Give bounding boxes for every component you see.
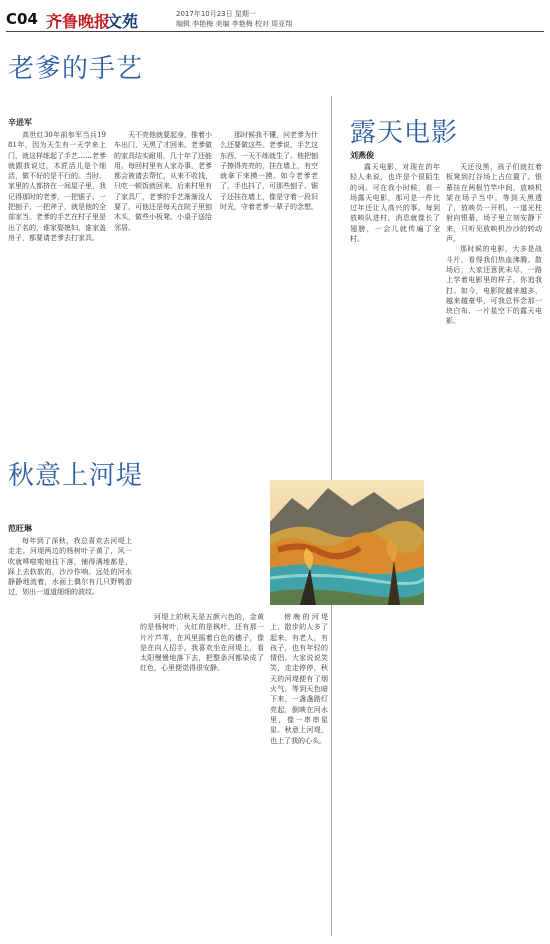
section-name: 文苑	[106, 12, 139, 31]
article-column: 天不亮他就要起身，推着小车出门，天黑了才回来。老爹做的家具结实耐用，几十年了还能用。每回村里有人家办事，老爹都会被请去帮忙，从来不收钱，只吃一顿饭就回来。后来村里有了家具厂，老爹的手艺渐渐没人要了，可他还是每天在院子里刨木头，做些小板凳、小桌子送给邻居。	[114, 131, 212, 232]
page-number: C04	[6, 10, 38, 28]
article-title: 露天电影	[350, 118, 459, 148]
article-column: 天还没黑，孩子们就扛着板凳到打谷场上占位置了。银幕挂在两根竹竿中间，放映机架在场子当中。等到天黑透了，放映员一开机，一道光柱射向银幕，场子里立刻安静下来，只听见放映机沙沙的转动声。 那时候的电影，大多是战斗片，看得我们热血沸腾。散场后，大家还意犹未尽，一路上学着电影里的样子，你追我打。如今，电影院越来越多，越来越豪华，可我总怀念那一块白布、一片星空下的露天电影。	[446, 163, 542, 326]
article-author: 辛进军	[8, 118, 32, 127]
article-author: 范旺琳	[8, 524, 32, 533]
article-column: 那时候我不懂，问老爹为什么还要做这些。老爹说，手艺这东西，一天不练就生了。他把刨子擦得亮亮的，挂在墙上，有空就拿下来摸一摸。如今老爹老了，手也抖了，可那些刨子、锯子还挂在墙上，像是守着一段旧时光，守着老爹一辈子的念想。	[220, 131, 318, 212]
article-author: 刘燕俊	[350, 151, 374, 160]
date-line: 2017年10月23日 星期一	[176, 10, 256, 18]
editors-line: 编辑 李艳梅 美编 李艳梅 校对 周亚翔	[176, 20, 293, 28]
header-rule	[6, 31, 544, 32]
article-column: 河堤上的秋天是五颜六色的，金黄的是杨树叶，火红的是枫叶，还有那一片片芦苇，在风里摇着白色的穗子，像是在向人招手。我喜欢坐在河堤上，看太阳慢慢地落下去，把整条河都染成了红色，心里便觉得很安静。	[140, 613, 264, 673]
article-title: 秋意上河堤	[8, 461, 144, 491]
article-column: 傍晚的河堤上，散步的人多了起来，有老人，有孩子，也有年轻的情侣。大家说说笑笑，走走停停，秋天的河堤便有了烟火气。等到天色暗下来，一盏盏路灯亮起，倒映在河水里，像一串串星星。秋意上河堤，也上了我的心头。	[270, 613, 328, 745]
article-column: 每年到了深秋，我总喜欢去河堤上走走。河堤两边的杨树叶子黄了，风一吹就哗啦啦地往下落，铺得满地都是，踩上去软软的，沙沙作响。远处的河水静静地流着，水面上偶尔有几只野鸭游过，划出一道道细细的波纹。	[8, 537, 132, 597]
article-column: 露天电影，对现在的年轻人来说，也许是个很陌生的词。可在我小时候，看一场露天电影，那可是一件比过年还让人高兴的事。每到放映队进村，消息就像长了翅膀，一会儿就传遍了全村。	[350, 163, 440, 244]
page-header	[0, 0, 550, 30]
landscape-photo	[270, 480, 424, 605]
article-column: 高世红30年前参军当兵1981年，因为天生有一天学来上门，就这样练起了手艺……老爹就跟我说过，木匠活儿是个细活，做不好的是不行的。当时，家里的人都挤在一间屋子里，我记得那时的老爹，一把锯子、一把刨子、一把斧子，就是他的全部家当。老爹的手艺在村子里是出了名的，谁家娶媳妇，谁家盖房子，都要请老爹去打家具。	[8, 131, 106, 242]
article-title: 老爹的手艺	[8, 54, 144, 84]
newspaper-name: 齐鲁晚报	[46, 12, 111, 31]
